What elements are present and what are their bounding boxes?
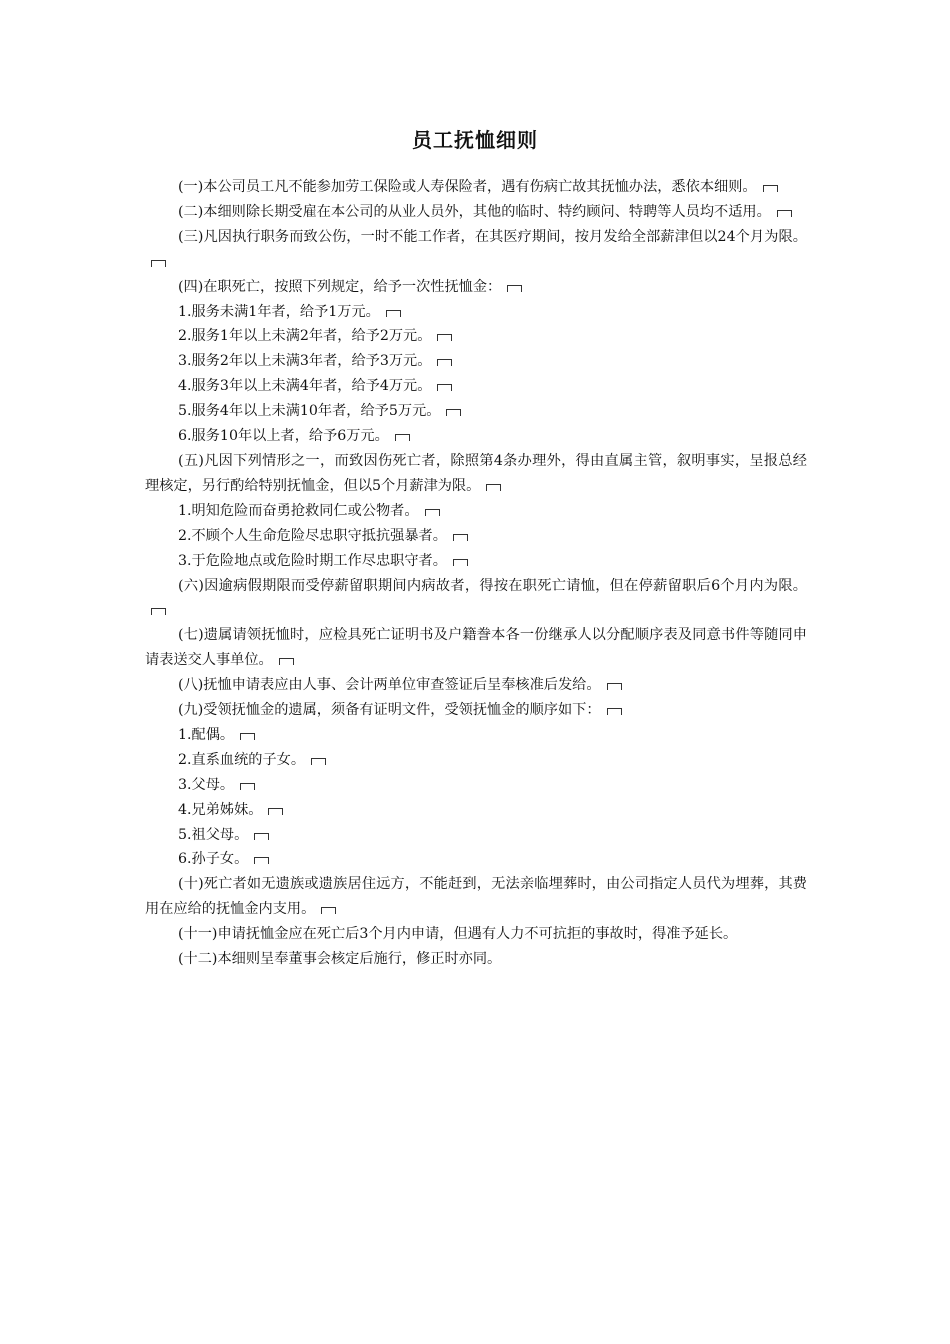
paragraph: [145, 200, 807, 225]
paragraph-mark-icon: [437, 334, 452, 341]
paragraph: [145, 349, 807, 374]
paragraph-mark-icon: [254, 857, 269, 864]
paragraph-text: (十)死亡者如无遗族或遗族居住远方，不能赶到，无法亲临埋葬时，由公司指定人员代为埋葬，其费用在应给的抚恤金内支用。: [145, 876, 807, 918]
paragraph-text: (三)凡因执行职务而致公伤，一时不能工作者，在其医疗期间，按月发给全部薪津但以24个月为限。: [178, 228, 807, 245]
paragraph-text: 6.孙子女。: [178, 851, 249, 868]
paragraph-mark-icon: [607, 683, 622, 690]
paragraph-mark-icon: [254, 833, 269, 840]
paragraph: [145, 449, 807, 499]
paragraph-text: 6.服务10年以上者，给予6万元。: [178, 428, 389, 445]
paragraph-mark-icon: [437, 359, 452, 366]
paragraph-mark-icon: [311, 758, 326, 765]
paragraph-text: 1.服务未满1年者，给予1万元。: [178, 303, 380, 320]
paragraph-text: 3.父母。: [178, 776, 235, 793]
paragraph: [145, 748, 807, 773]
paragraph-mark-icon: [321, 907, 336, 914]
paragraph: [145, 324, 807, 349]
paragraph-text: 3.于危险地点或危险时期工作尽忠职守者。: [178, 552, 447, 569]
document-title: 员工抚恤细则: [412, 128, 538, 152]
paragraph-mark-icon: [437, 384, 452, 391]
paragraph-text: (四)在职死亡，按照下列规定，给予一次性抚恤金：: [178, 278, 502, 295]
paragraph-mark-icon: [453, 559, 468, 566]
paragraph-text: (一)本公司员工凡不能参加劳工保险或人寿保险者，遇有伤病亡故其抚恤办法，悉依本细则。: [178, 179, 757, 195]
paragraph: [145, 574, 807, 624]
paragraph: [145, 673, 807, 698]
document-body: [145, 175, 807, 972]
paragraph-mark-icon: [240, 783, 255, 790]
paragraph-mark-icon: [395, 434, 410, 441]
paragraph-text: 3.服务2年以上未满3年者，给予3万元。: [178, 353, 432, 370]
paragraph-mark-icon: [607, 708, 622, 715]
paragraph: [145, 499, 807, 524]
paragraph-mark-icon: [486, 484, 501, 491]
paragraph-mark-icon: [386, 310, 401, 317]
paragraph: [145, 798, 807, 823]
paragraph: [145, 698, 807, 723]
paragraph-text: (七)遗属请领抚恤时，应检具死亡证明书及户籍誊本各一份继承人以分配顺序表及同意书件等随同申请表送交人事单位。: [145, 627, 807, 669]
paragraph-mark-icon: [763, 185, 778, 192]
paragraph-text: 5.服务4年以上未满10年者，给予5万元。: [178, 403, 441, 420]
paragraph-mark-icon: [151, 608, 166, 615]
paragraph-text: (十一)申请抚恤金应在死亡后3个月内申请，但遇有人力不可抗拒的事故时，得准予延长。: [178, 926, 738, 943]
paragraph: [145, 723, 807, 748]
paragraph: [145, 374, 807, 399]
paragraph: [145, 872, 807, 922]
paragraph-text: 2.直系血统的子女。: [178, 751, 306, 768]
paragraph-text: (二)本细则除长期受雇在本公司的从业人员外，其他的临时、特约顾问、特聘等人员均不适用。: [178, 203, 771, 220]
paragraph: [145, 623, 807, 673]
paragraph-text: (十二)本细则呈奉董事会核定后施行，修正时亦同。: [178, 951, 502, 968]
paragraph-text: 5.祖父母。: [178, 826, 249, 843]
paragraph-mark-icon: [279, 658, 294, 665]
paragraph: [145, 225, 807, 275]
paragraph-text: 2.不顾个人生命危险尽忠职守抵抗强暴者。: [178, 527, 447, 544]
paragraph: [145, 300, 807, 325]
paragraph-text: 4.兄弟姊妹。: [178, 801, 263, 818]
paragraph-text: (六)因逾病假期限而受停薪留职期间内病故者，得按在职死亡请恤，但在停薪留职后6个月内为限。: [178, 577, 807, 594]
paragraph: [145, 823, 807, 848]
paragraph: [145, 847, 807, 872]
paragraph: [145, 175, 807, 200]
paragraph: [145, 947, 807, 972]
paragraph-mark-icon: [151, 260, 166, 267]
paragraph-mark-icon: [453, 534, 468, 541]
paragraph-mark-icon: [268, 808, 283, 815]
paragraph-text: 2.服务1年以上未满2年者，给予2万元。: [178, 328, 432, 345]
paragraph: [145, 424, 807, 449]
paragraph: [145, 922, 807, 947]
paragraph-mark-icon: [446, 409, 461, 416]
paragraph: [145, 549, 807, 574]
paragraph-mark-icon: [777, 210, 792, 217]
paragraph-text: (九)受领抚恤金的遗属，须备有证明文件，受领抚恤金的顺序如下：: [178, 702, 601, 719]
paragraph-text: 1.配偶。: [178, 726, 235, 743]
paragraph-text: (五)凡因下列情形之一，而致因伤死亡者，除照第4条办理外，得由直属主管，叙明事实，呈报总经理核定，另行酌给特别抚恤金，但以5个月薪津为限。: [145, 452, 807, 494]
paragraph: [145, 773, 807, 798]
paragraph-mark-icon: [425, 509, 440, 516]
paragraph-text: (八)抚恤申请表应由人事、会计两单位审查签证后呈奉核准后发给。: [178, 677, 601, 694]
paragraph: [145, 524, 807, 549]
paragraph-mark-icon: [240, 733, 255, 740]
paragraph: [145, 399, 807, 424]
paragraph-mark-icon: [507, 285, 522, 292]
paragraph-text: 4.服务3年以上未满4年者，给予4万元。: [178, 378, 432, 395]
paragraph-text: 1.明知危险而奋勇抢救同仁或公物者。: [178, 502, 419, 519]
paragraph: [145, 275, 807, 300]
